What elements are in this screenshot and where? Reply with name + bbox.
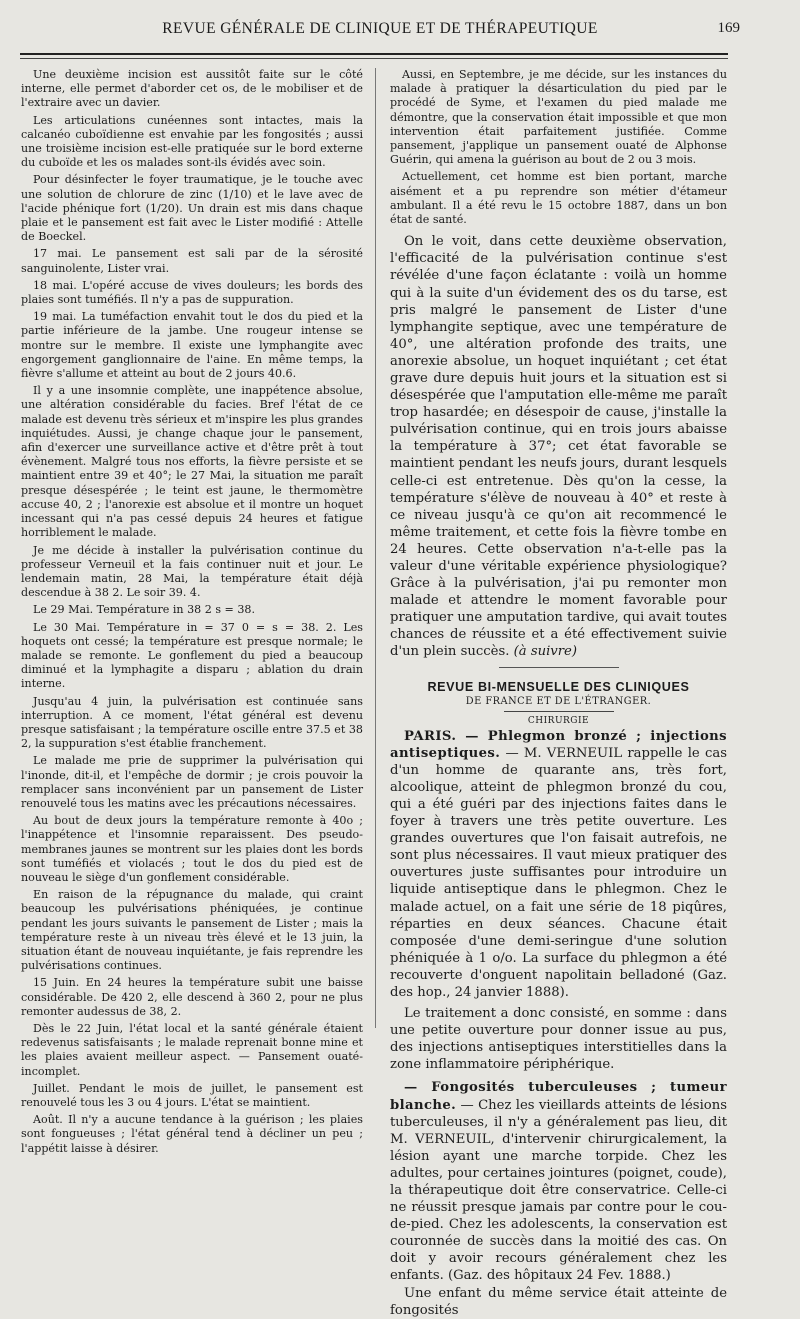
paragraph: Jusqu'au 4 juin, la pulvérisation est continuée sans interruption. A ce moment, l'état général est devenu presque satisfaisant ; la température oscille entre 37.5 et 38 2, la suppuration s'est établie franchement. <box>21 694 363 751</box>
running-header <box>20 18 740 42</box>
paragraph: Pour désinfecter le foyer traumatique, je le touche avec une solution de chlorure de zinc (1/10) et le lave avec de l'acide phénique fort (1/20). Un drain est mis dans chaque plaie et le pansement est fait avec le Lister modifié : Attelle de Boeckel. <box>21 173 363 244</box>
paragraph: Juillet. Pendant le mois de juillet, le pansement est renouvelé tous les 3 ou 4 jours. L'état se maintient. <box>21 1081 363 1110</box>
article-text: — Chez les vieillards atteints de lésions tuberculeuses, il n'y a généralement pas lieu, dit M. VERNEUIL, d'intervenir chirurgicalement, la lésion ayant une marche torpide. Chez les adultes, pour certaines jointures (poignet, coude), la thérapeutique doit être conservatrice. Celle-ci ne réussit presque jamais par contre pour le cou-de-pied. Chez les adolescents, la conservation est couronnée de succès dans la moitié des cas. On doit y avoir recours généralement chez les enfants. (Gaz. des hôpitaux 24 Fev. 1888.) <box>390 1097 727 1284</box>
article-paragraph <box>390 728 727 1002</box>
paragraph: 17 mai. Le pansement est sali par de la sérosité sanguinolente, Lister vrai. <box>21 247 363 275</box>
to-be-continued: (à suivre) <box>513 644 578 660</box>
paragraph: En raison de la répugnance du malade, qui craint beaucoup les pulvérisations phéniquées, je continue pendant les jours suivants le pansement de Lister ; mais la température reste à un niveau très élevé et le 13 juin, la situation étant de nouveau inquiétante, je fais reprendre les pulvérisations continues. <box>21 888 363 973</box>
article-lead: — Fongosités tuberculeuses ; tumeur blanche. <box>390 1080 727 1113</box>
article-paragraph: Le traitement a donc consisté, en somme : dans une petite ouverture pour donner issue au pus, des injections antiseptiques interstitielles dans la zone inflammatoire périphérique. <box>390 1006 727 1073</box>
paragraph: Je me décide à installer la pulvérisation continue du professeur Verneuil et la fais continuer nuit et jour. Le lendemain matin, 28 Mai, la température était déjà descendue à 38 2. Le soir 39. 4. <box>21 543 363 600</box>
paragraph: Août. Il n'y a aucune tendance à la guérison ; les plaies sont fongueuses ; l'état général tend à décliner un peu ; l'appétit laisse à désirer. <box>21 1113 363 1155</box>
paragraph: 15 Juin. En 24 heures la température subit une baisse considérable. De 420 2, elle descend à 360 2, pour ne plus remonter audessus de 38, 2. <box>21 976 363 1018</box>
left-column <box>21 68 363 1159</box>
paragraph: 18 mai. L'opéré accuse de vives douleurs; les bords des plaies sont tuméfiés. Il n'y a pas de suppuration. <box>21 278 363 307</box>
conclusion-text: On le voit, dans cette deuxième observation, l'efficacité de la pulvérisation continue s'est révélée d'une façon éclatante : voilà un homme qui à la suite d'un évidement des os du tarse, est pris malgré le pansement de Lister d'une lymphangite septique, avec une température de 40°, une altération profonde des traits, une anorexie absolue, un hoquet inquiétant ; cet état grave dure depuis huit jours et la situation est si désespérée que l'amputation elle-même me paraît trop hasardée; en désespoir de cause, j'installe la pulvérisation continue, qui en trois jours abaisse la température à 37°; cet état favorable se maintient pendant les neufs jours, durant lesquels celle-ci est entretenue. Dès qu'on la cesse, la température s'élève de nouveau à 40° et reste à ce niveau jusqu'à ce qu'on ait recommencé le même traitement, et cette fois la fièvre tombe en 24 heures. Cette observation n'a-t-elle pas la valeur d'une véritable expérience physiologique? Grâce à la pulvérisation, j'ai pu remonter mon malade et attendre le moment favorable pour pratiquer une amputation tardive, qui avait toutes chances de réussite et a été effectivement suivie d'un plein succès. <box>390 234 727 660</box>
section-subtitle: DE FRANCE ET DE L'ÉTRANGER. <box>465 695 652 707</box>
section-title: REVUE BI-MENSUELLE DES CLINIQUES <box>427 679 690 694</box>
paragraph: Aussi, en Septembre, je me décide, sur les instances du malade à pratiquer la désarticulation du pied par le procédé de Syme, et l'examen du pied malade me démontre, que la conservation était impossible et que mon intervention était parfaitement justifiée. Comme pansement, j'applique un pansement ouaté de Alphonse Guérin, qui amena la guérison au bout de 2 ou 3 mois. <box>390 68 727 167</box>
paragraph: Une deuxième incision est aussitôt faite sur le côté interne, elle permet d'aborder cet os, de le mobiliser et de l'extraire avec un davier. <box>21 68 363 110</box>
section-rule <box>504 711 614 712</box>
paragraph: 19 mai. La tuméfaction envahit tout le dos du pied et la partie inférieure de la jambe. Une rougeur intense se montre sur le membre. Il existe une lymphangite avec engorgement ganglionnaire de l'aine. En même temps, la fièvre s'allume et atteint au bout de 2 jours 40.6. <box>21 310 363 381</box>
header-rule <box>20 53 728 59</box>
article-lead: PARIS. — Phlegmon bronzé ; injections antiseptiques. <box>390 728 727 761</box>
paragraph: Au bout de deux jours la température remonte à 40o ; l'inappétence et l'insomnie reparaissent. Des pseudo-membranes jaunes se montrent sur les plaies dont les bords sont tuméfiés et violacés ; tout le dos du pied est de nouveau le siège d'un gonflement considérable. <box>21 814 363 884</box>
article-paragraph: Une enfant du même service était atteinte de fongosités <box>390 1285 727 1318</box>
article-text: — M. VERNEUIL rappelle le cas d'un homme de quarante ans, très fort, alcoolique, atteint de phlegmon bronzé du cou, qui a été guéri par des injections faites dans le foyer à travers une très petite ouverture. Les grandes ouvertures que l'on faisait autrefois, ne sont plus nécessaires. Il vaut mieux pratiquer des ouvertures juste suffisantes pour introduire un liquide antiseptique dans le phlegmon. Chez le malade actuel, on a fait une série de 18 piqûres, réparties en deux séances. Chacune était composée d'une demi-seringue d'une solution phéniquée à 1 o/o. La surface du phlegmon a été recouverte d'onguent napolitain belladoné (Gaz. des hop., 24 janvier 1888). <box>390 745 727 1000</box>
section-label: CHIRURGIE <box>527 715 590 726</box>
article-paragraph <box>390 1079 727 1284</box>
paragraph: Les articulations cunéennes sont intactes, mais la calcanéo cuboïdienne est envahie par les fongosités ; aussi une troisième incision est-elle pratiquée sur le bord externe du cuboïde et les os malades sont-ils évidés avec soin. <box>21 113 363 170</box>
paragraph: Dès le 22 Juin, l'état local et la santé générale étaient redevenus satisfaisants ; le malade reprenait bonne mine et les plaies avaient meilleur aspect. — Pansement ouaté-incomplet. <box>21 1022 363 1078</box>
column-divider <box>375 68 376 1028</box>
conclusion-paragraph <box>390 233 727 660</box>
section-divider <box>499 667 619 668</box>
paragraph: Le 30 Mai. Température in = 37 0 = s = 38. 2. Les hoquets ont cessé; la température est presque normale; le malade se remonte. Le gonflement du pied a beaucoup diminué et la lymphagite a disparu ; ablation du drain interne. <box>21 620 363 691</box>
right-column <box>390 68 727 1319</box>
paragraph: Le malade me prie de supprimer la pulvérisation qui l'inonde, dit-il, et l'empêche de dormir ; je crois pouvoir la remplacer sans inconvénient par un pansement de Lister renouvelé tous les matins avec les précautions nécessaires. <box>21 754 363 810</box>
paragraph: Il y a une insomnie complète, une inappétence absolue, une altération considérable du facies. Bref l'état de ce malade est devenu très sérieux et m'inspire les plus grandes inquiétudes. Aussi, je change chaque jour le pansement, afin d'exercer une surveillance active et d'être prêt à tout évènement. Malgré tous nos efforts, la fièvre persiste et se maintient entre 39 et 40°; le 27 Mai, la situation me paraît presque désespérée ; le teint est jaune, le thermomètre accuse 40, 2 ; l'anorexie est absolue et il montre un hoquet incessant qui n'a pas cessé depuis 24 heures et fatigue horriblement le malade. <box>21 384 363 540</box>
journal-title: REVUE GÉNÉRALE DE CLINIQUE ET DE THÉRAPEUTIQUE <box>162 20 598 37</box>
page-number: 169 <box>717 20 740 36</box>
paragraph: Le 29 Mai. Température in 38 2 s = 38. <box>33 603 256 617</box>
paragraph: Actuellement, cet homme est bien portant, marche aisément et a pu reprendre son métier d'étameur ambulant. Il a été revu le 15 octobre 1887, dans un bon état de santé. <box>390 170 727 227</box>
